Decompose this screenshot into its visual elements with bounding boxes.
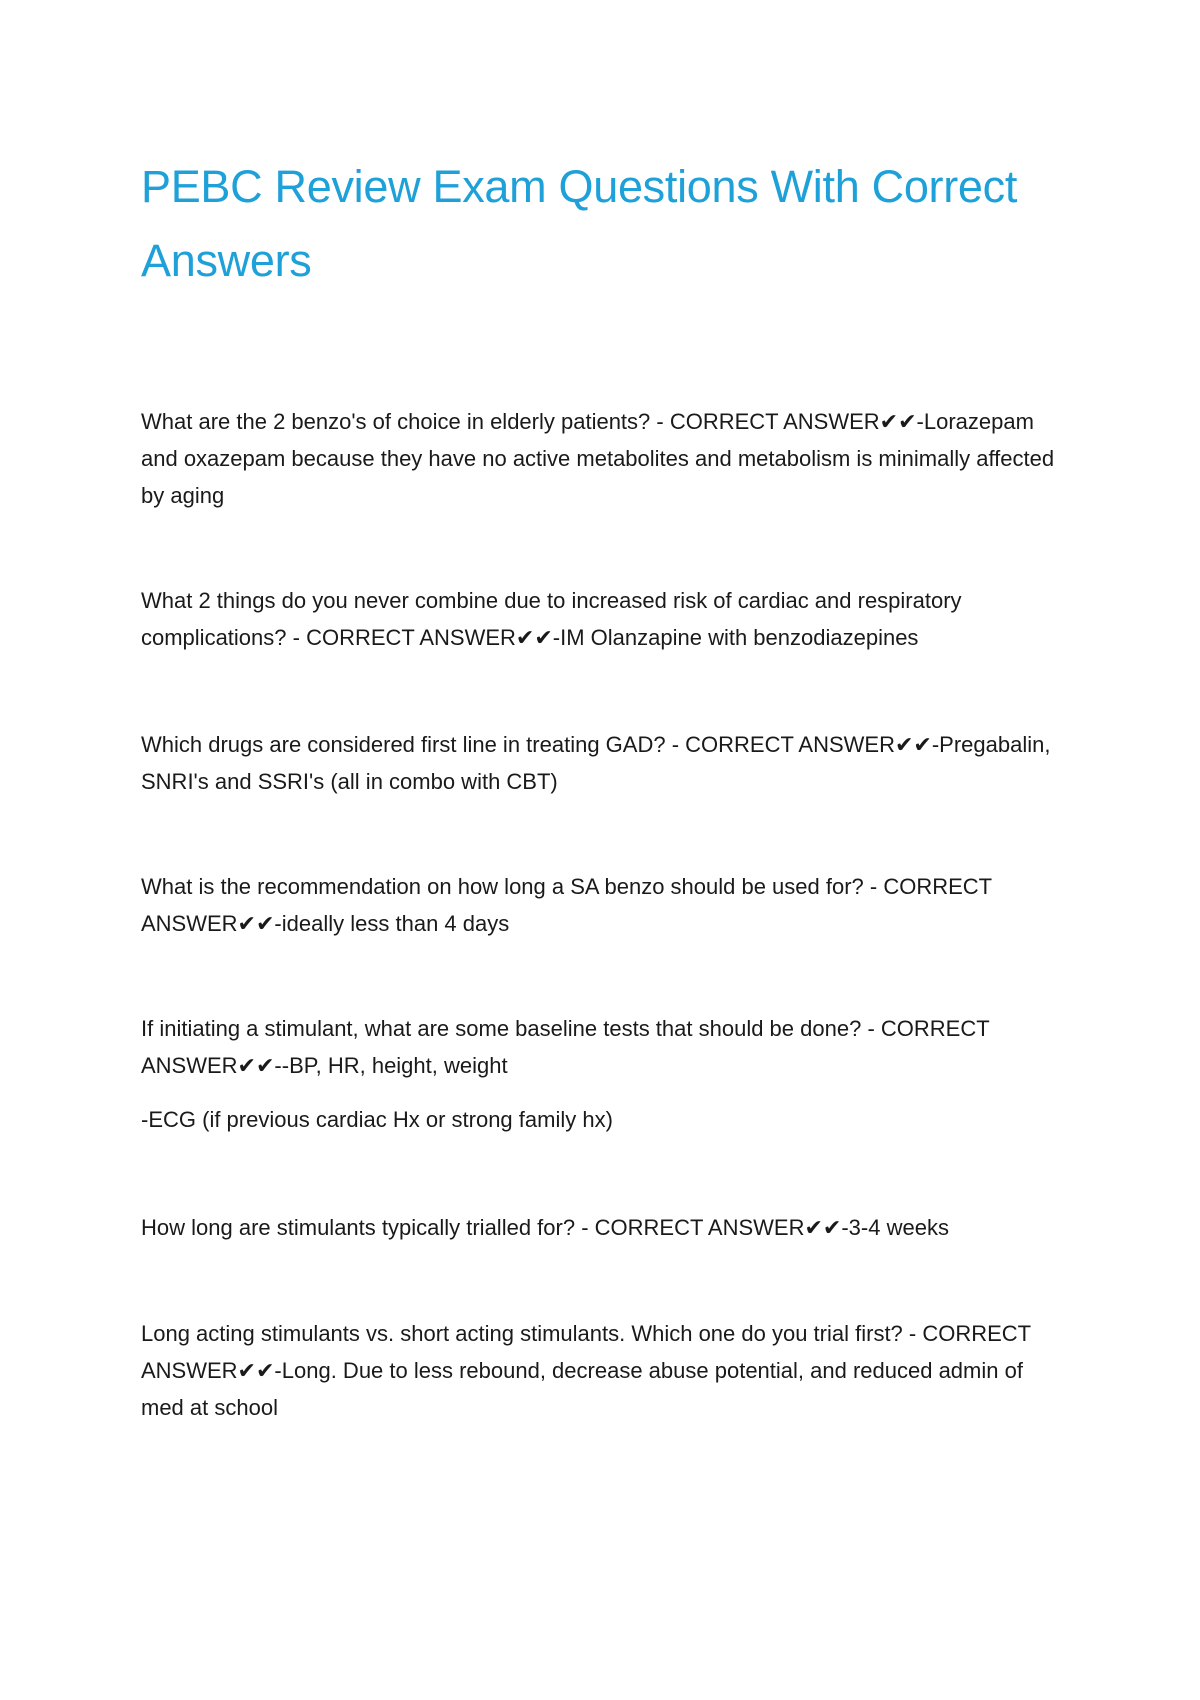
answer-marker: - CORRECT ANSWER✔✔- — [650, 409, 924, 434]
answer-text: Pregabalin, SNRI's and SSRI's (all in combo with CBT) — [141, 732, 1051, 794]
qa-item — [141, 1010, 1071, 1084]
qa-item — [141, 582, 1071, 656]
question-text: What 2 things do you never combine due to increased risk of cardiac and respiratory complications? — [141, 588, 962, 650]
qa-item — [141, 868, 1071, 942]
answer-extra-line: -ECG (if previous cardiac Hx or strong family hx) — [141, 1107, 613, 1132]
answer-text: 3-4 weeks — [848, 1215, 949, 1240]
document-title: PEBC Review Exam Questions With Correct Answers — [141, 161, 1018, 286]
question-text: What are the 2 benzo's of choice in elderly patients? — [141, 409, 651, 434]
question-text: Long acting stimulants vs. short acting stimulants. Which one do you trial first? — [141, 1321, 903, 1346]
answer-marker: - CORRECT ANSWER✔✔- — [665, 732, 940, 757]
answer-text: ideally less than 4 days — [281, 911, 510, 936]
question-text: Which drugs are considered first line in treating GAD? — [141, 732, 666, 757]
answer-text: Lorazepam and oxazepam because they have no active metabolites and metabolism is minimally affected by aging — [141, 409, 1055, 508]
answer-marker: - CORRECT ANSWER✔✔- — [286, 625, 561, 650]
qa-item — [141, 726, 1071, 800]
answer-marker: - CORRECT ANSWER✔✔- — [141, 874, 992, 936]
answer-marker: - CORRECT ANSWER✔✔- — [141, 1321, 1031, 1383]
qa-item — [141, 403, 1071, 514]
answer-text: -BP, HR, height, weight — [281, 1053, 508, 1078]
answer-text: IM Olanzapine with benzodiazepines — [560, 625, 919, 650]
question-text: How long are stimulants typically trialled for? — [141, 1215, 576, 1240]
qa-item — [141, 1209, 1071, 1246]
qa-item — [141, 1315, 1071, 1426]
answer-text: Long. Due to less rebound, decrease abuse potential, and reduced admin of med at school — [141, 1358, 1023, 1420]
answer-marker: - CORRECT ANSWER✔✔- — [141, 1016, 990, 1078]
question-text: What is the recommendation on how long a SA benzo should be used for? — [141, 874, 864, 899]
answer-marker: - CORRECT ANSWER✔✔- — [575, 1215, 849, 1240]
question-text: If initiating a stimulant, what are some baseline tests that should be done? — [141, 1016, 862, 1041]
